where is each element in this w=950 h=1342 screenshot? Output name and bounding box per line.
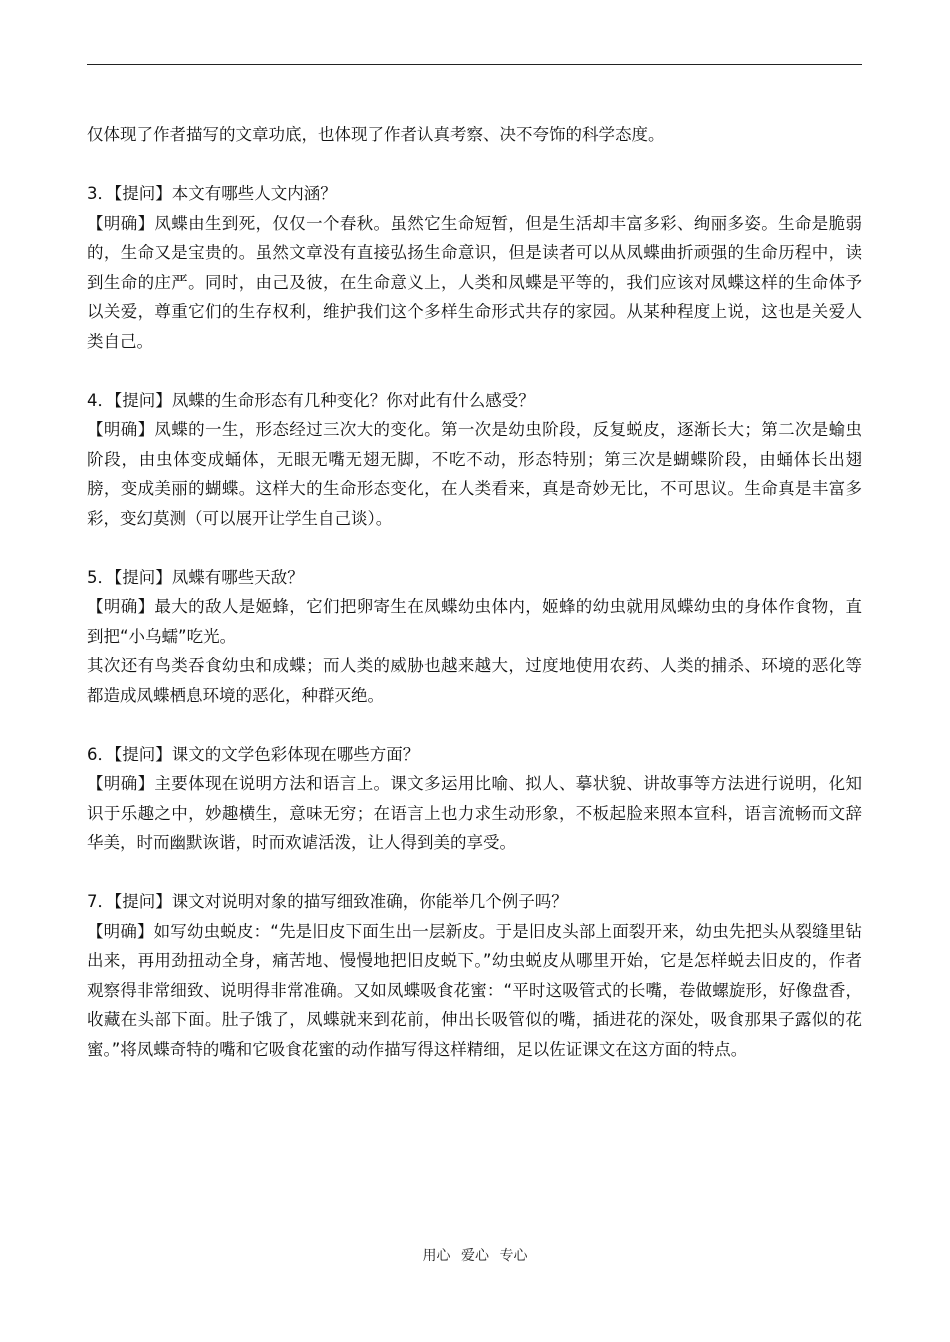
paragraph-spacer xyxy=(87,533,862,563)
question-7: 7．【提问】课文对说明对象的描写细致准确，你能举几个例子吗？ xyxy=(87,892,568,911)
paragraph-spacer xyxy=(87,858,862,888)
document-body xyxy=(87,120,862,1064)
paragraph-spacer xyxy=(87,150,862,180)
question-3: 3．【提问】本文有哪些人文内涵？ xyxy=(87,184,337,203)
header-rule xyxy=(87,64,862,65)
answer-5-continued: 其次还有鸟类吞食幼虫和成蝶；而人类的威胁也越来越大，过度地使用农药、人类的捕杀、环境的恶化等都造成凤蝶栖息环境的恶化，种群灭绝。 xyxy=(87,656,862,705)
paragraph-spacer xyxy=(87,710,862,740)
question-5: 5．【提问】凤蝶有哪些天敌？ xyxy=(87,567,304,587)
answer-4: 【明确】凤蝶的一生，形态经过三次大的变化。第一次是幼虫阶段，反复蜕皮，逐渐长大；第二次是蝓虫阶段，由虫体变成蛹体，无眼无嘴无翅无脚，不吃不动，形态特别；第三次是蝴蝶阶段，由蛹体长出翅膀，变成美丽的蝴蝶。这样大的生命形态变化，在人类看来，真是奇妙无比，不可思议。生命真是丰富多彩，变幻莫测（可以展开让学生自己谈）。 xyxy=(87,420,862,528)
answer-3: 【明确】凤蝶由生到死，仅仅一个春秋。虽然它生命短暂，但是生活却丰富多彩、绚丽多姿。生命是脆弱的，生命又是宝贵的。虽然文章没有直接弘扬生命意识，但是读者可以从凤蝶曲折顽强的生命历程中，读到生命的庄严。同时，由己及彼，在生命意义上，人类和凤蝶是平等的，我们应该对凤蝶这样的生命体予以关爱，尊重它们的生存权利，维护我们这个多样生命形式共存的家园。从某种程度上说，这也是关爱人类自己。 xyxy=(87,213,862,351)
answer-7: 【明确】如写幼虫蜕皮：“先是旧皮下面生出一层新皮。于是旧皮头部上面裂开来，幼虫先把头从裂缝里钻出来，再用劲扭动全身，痛苦地、慢慢地把旧皮蜕下。”幼虫蜕皮从哪里开始，它是怎样蜕去旧皮的，作者观察得非常细致、说明得非常准确。又如凤蝶吸食花蜜：“平时这吸管式的长嘴，卷做螺旋形，好像盘香，收藏在头部下面。肚子饿了，凤蝶就来到花前，伸出长吸管似的嘴，插进花的深处，吸食那果子露似的花蜜。”将凤蝶奇特的嘴和它吸食花蜜的动作描写得这样精细，足以佐证课文在这方面的特点。 xyxy=(87,921,862,1059)
page-footer: 用心 爱心 专心 xyxy=(422,1248,528,1264)
intro-paragraph: 仅体现了作者描写的文章功底，也体现了作者认真考察、决不夸饰的科学态度。 xyxy=(87,125,665,144)
paragraph-spacer xyxy=(87,356,862,386)
question-4: 4．【提问】凤蝶的生命形态有几种变化？你对此有什么感受？ xyxy=(87,390,535,410)
question-6: 6．【提问】课文的文学色彩体现在哪些方面？ xyxy=(87,744,420,764)
answer-6: 【明确】主要体现在说明方法和语言上。课文多运用比喻、拟人、摹状貌、讲故事等方法进行说明，化知识于乐趣之中，妙趣横生，意味无穷；在语言上也力求生动形象，不板起脸来照本宣科，语言流畅而文辞华美，时而幽默诙谐，时而欢谑活泼，让人得到美的享受。 xyxy=(87,774,862,852)
answer-5: 【明确】最大的敌人是姬蜂，它们把卵寄生在凤蝶幼虫体内，姬蜂的幼虫就用凤蝶幼虫的身体作食物，直到把“小乌蠕”吃光。 xyxy=(87,597,862,646)
